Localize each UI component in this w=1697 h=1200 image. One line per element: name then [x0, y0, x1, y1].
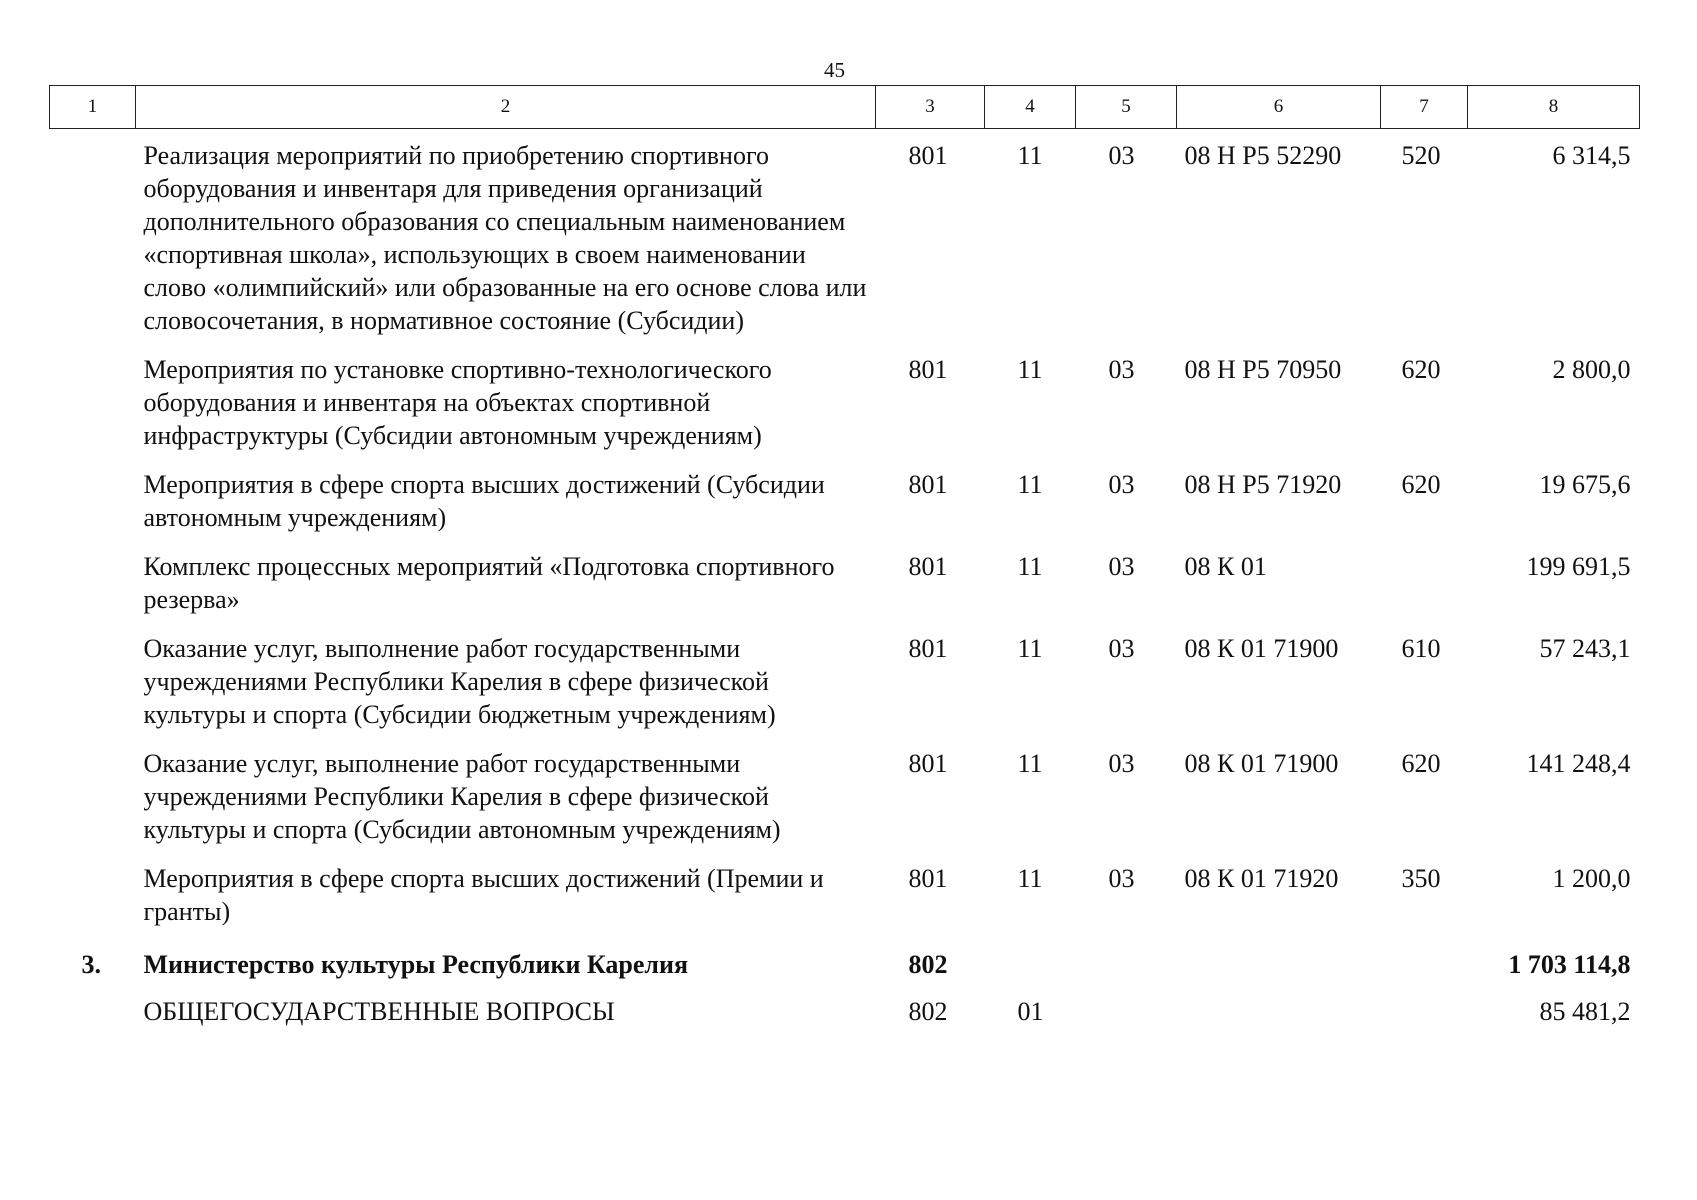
row-subsection-code	[1076, 989, 1177, 1038]
table-row	[50, 856, 1640, 938]
row-subsection-code: 03	[1108, 552, 1135, 581]
row-amount: 2 800,0	[1552, 355, 1631, 384]
row-number	[50, 129, 136, 348]
row-description: Реализация мероприятий по приобретению спортивного оборудования и инвентаря для приведения организаций дополнительного образования со специальным наименованием «спортивная школа», использующих в своем наименовании слово «олимпийский» или образованные на его основе слова или словосочетания, в нормативное состояние (Субсидии)	[143, 141, 867, 335]
row-amount: 141 248,4	[1526, 749, 1631, 778]
row-expense-type-code: 620	[1401, 355, 1441, 384]
row-section-code	[985, 938, 1076, 989]
row-amount: 1 703 114,8	[1508, 950, 1631, 979]
row-expense-type-code: 350	[1401, 864, 1441, 893]
row-amount: 85 481,2	[1539, 997, 1631, 1026]
row-description: Мероприятия в сфере спорта высших достижений (Премии и гранты)	[143, 864, 824, 926]
row-section-code: 11	[1017, 141, 1043, 170]
row-grbs-code: 801	[908, 552, 948, 581]
row-section-code: 11	[1017, 355, 1043, 384]
row-amount: 57 243,1	[1539, 634, 1631, 663]
table-body	[50, 129, 1640, 1039]
row-target-code: 08 Н Р5 52290	[1184, 141, 1342, 170]
row-subsection-code	[1076, 938, 1177, 989]
row-description: ОБЩЕГОСУДАРСТВЕННЫЕ ВОПРОСЫ	[143, 997, 615, 1026]
row-grbs-code: 801	[908, 470, 948, 499]
row-subsection-code: 03	[1108, 355, 1135, 384]
table-row	[50, 129, 1640, 348]
row-description: Мероприятия в сфере спорта высших достижений (Субсидии автономным учреждениям)	[143, 470, 825, 532]
header-col-3: 3	[876, 86, 985, 129]
row-target-code: 08 Н Р5 71920	[1184, 470, 1342, 499]
table-row	[50, 626, 1640, 741]
row-grbs-code: 801	[908, 141, 948, 170]
row-amount: 1 200,0	[1552, 864, 1631, 893]
row-expense-type-code	[1381, 938, 1468, 989]
row-description: Министерство культуры Республики Карелия	[143, 950, 689, 979]
header-col-4: 4	[985, 86, 1076, 129]
header-col-2: 2	[136, 86, 876, 129]
row-expense-type-code: 620	[1401, 749, 1441, 778]
table-row	[50, 989, 1640, 1038]
row-section-code: 11	[1017, 470, 1043, 499]
row-grbs-code: 801	[908, 355, 948, 384]
header-col-8: 8	[1468, 86, 1640, 129]
row-section-code: 11	[1017, 634, 1043, 663]
table-row	[50, 741, 1640, 856]
row-expense-type-code: 610	[1401, 634, 1441, 663]
row-target-code: 08 К 01 71920	[1184, 864, 1339, 893]
row-target-code: 08 К 01 71900	[1184, 634, 1339, 663]
row-description: Оказание услуг, выполнение работ государственными учреждениями Республики Карелия в сфере физической культуры и спорта (Субсидии автономным учреждениям)	[143, 749, 781, 844]
row-expense-type-code	[1381, 544, 1468, 626]
header-col-6: 6	[1177, 86, 1381, 129]
table-header	[50, 86, 1640, 129]
row-section-code: 01	[1017, 997, 1044, 1026]
row-subsection-code: 03	[1108, 634, 1135, 663]
row-target-code	[1177, 989, 1381, 1038]
row-expense-type-code: 520	[1401, 141, 1441, 170]
header-col-5: 5	[1076, 86, 1177, 129]
row-number	[50, 989, 136, 1038]
row-expense-type-code	[1381, 989, 1468, 1038]
row-subsection-code: 03	[1108, 470, 1135, 499]
row-number	[50, 741, 136, 856]
row-number	[50, 856, 136, 938]
row-number	[50, 462, 136, 544]
table-row	[50, 462, 1640, 544]
row-number	[50, 626, 136, 741]
row-grbs-code: 801	[908, 749, 948, 778]
table-row	[50, 347, 1640, 462]
row-description: Оказание услуг, выполнение работ государственными учреждениями Республики Карелия в сфере физической культуры и спорта (Субсидии бюджетным учреждениям)	[143, 634, 776, 729]
table-row	[50, 544, 1640, 626]
row-grbs-code: 802	[908, 997, 948, 1026]
header-row	[50, 86, 1640, 129]
row-target-code: 08 К 01 71900	[1184, 749, 1339, 778]
row-subsection-code: 03	[1108, 749, 1135, 778]
row-amount: 6 314,5	[1552, 141, 1631, 170]
row-amount: 19 675,6	[1539, 470, 1631, 499]
header-col-7: 7	[1381, 86, 1468, 129]
row-subsection-code: 03	[1108, 864, 1135, 893]
row-amount: 199 691,5	[1526, 552, 1631, 581]
row-section-code: 11	[1017, 864, 1043, 893]
row-grbs-code: 801	[908, 634, 948, 663]
row-number: 3.	[81, 950, 101, 979]
row-grbs-code: 802	[908, 950, 948, 979]
row-number	[50, 347, 136, 462]
table-row-ministry	[50, 938, 1640, 989]
row-number	[50, 544, 136, 626]
row-target-code: 08 К 01	[1184, 552, 1267, 581]
page-number: 45	[824, 58, 845, 82]
row-expense-type-code: 620	[1401, 470, 1441, 499]
row-description: Комплекс процессных мероприятий «Подготовка спортивного резерва»	[143, 552, 835, 614]
row-description: Мероприятия по установке спортивно-технологического оборудования и инвентаря на объектах спортивной инфраструктуры (Субсидии автономным учреждениям)	[143, 355, 772, 450]
row-target-code	[1177, 938, 1381, 989]
header-col-1: 1	[50, 86, 136, 129]
budget-table	[49, 85, 1640, 1038]
row-grbs-code: 801	[908, 864, 948, 893]
row-section-code: 11	[1017, 749, 1043, 778]
row-target-code: 08 Н Р5 70950	[1184, 355, 1342, 384]
row-section-code: 11	[1017, 552, 1043, 581]
row-subsection-code: 03	[1108, 141, 1135, 170]
